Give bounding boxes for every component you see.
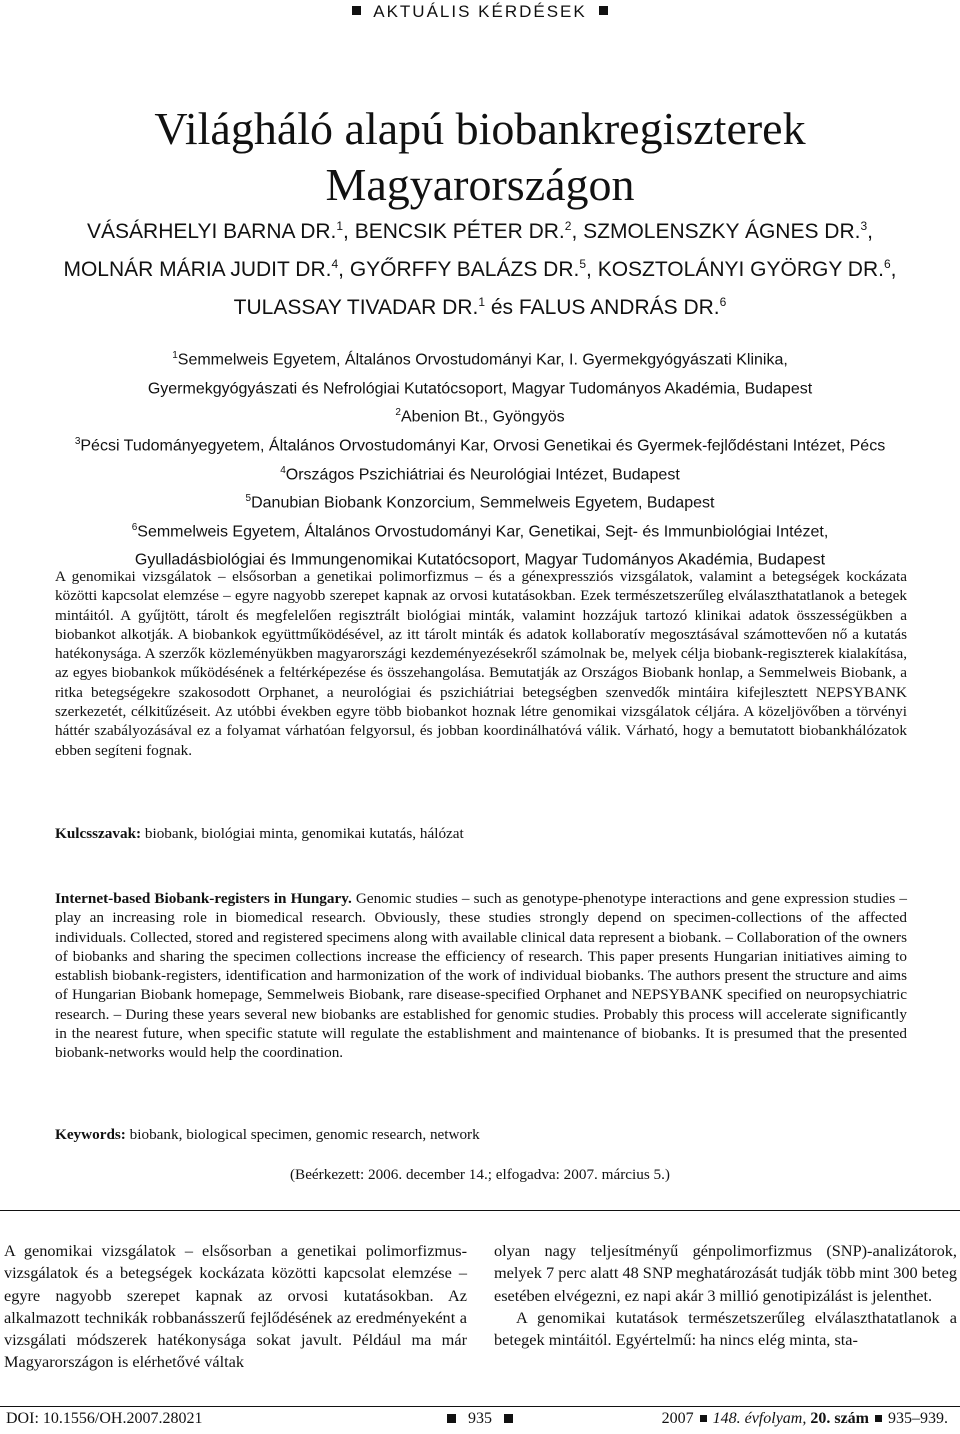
keywords-text: biobank, biological specimen, genomic research, network — [129, 1126, 480, 1143]
keywords-label: Kulcsszavak: — [55, 825, 142, 842]
affiliation-text: Semmelweis Egyetem, Általános Orvostudományi Kar, I. Gyermekgyógyászati Klinika, — [177, 351, 788, 369]
issue-info — [662, 1410, 948, 1428]
body-paragraph: A genomikai vizsgálatok – elsősorban a genetikai polimorfizmus-vizsgálatok és a betegségek kockázata közötti kapcsolat elemzése – egyre nagyobb szerepet kapnak az orvosi kutatásokban. Az alkalmazott technikák robbanásszerű fejlődésének az eredményeként a vizsgálati módszerek hatékonysága sokat javult. Például ma már Magyarországon is elérhetővé váltak — [4, 1241, 467, 1372]
author-separator: és — [485, 296, 519, 319]
keywords-text: biobank, biológiai minta, genomikai kutatás, hálózat — [144, 825, 464, 842]
issue-year: 2007 — [661, 1410, 694, 1427]
affiliation-ref: 2 — [395, 407, 401, 419]
author-separator: , — [338, 258, 350, 281]
affiliation-text: Pécsi Tudományegyetem, Általános Orvostudományi Kar, Orvosi Genetikai és Gyermek-fejlődéstani Intézet, Pécs — [80, 437, 886, 455]
author-affil-ref: 5 — [579, 257, 587, 271]
affiliation-text: Semmelweis Egyetem, Általános Orvostudományi Kar, Genetikai, Sejt- és Immunbiológiai Intézet, — [137, 523, 829, 541]
abstract-english — [55, 889, 907, 1063]
square-bullet-icon — [875, 1415, 882, 1422]
section-header — [0, 2, 960, 22]
keywords-english — [55, 1125, 907, 1144]
author-affil-ref: 6 — [883, 257, 891, 271]
affiliation-ref: 3 — [74, 435, 81, 447]
author-affil-ref: 1 — [336, 219, 344, 233]
affiliation-line — [0, 516, 960, 545]
affiliation-text: Danubian Biobank Konzorcium, Semmelweis Egyetem, Budapest — [251, 494, 715, 512]
body-column-right — [494, 1240, 957, 1351]
abstract-hungarian-text: A genomikai vizsgálatok – elsősorban a genetikai polimorfizmus – és a génexpressziós vizsgálatok, valamint a betegségek kockázata közötti kapcsolat elemzése – egyre nagyobb szerepet kapnak az orvosi kutatásokban. Ezek természetszerűleg elválaszthatatlanok a betegek mintáitól. A gyűjtött, tárolt és megfelelően regisztrált biológiai minták, valamint hozzájuk tartozó klinikai adatok összességükben a biobankot alkotják. A biobankok együttműködésével, az itt tárolt minták és adatok kollaboratív megosztásával számottevően nő a kutatás hatékonysága. A szerzők közleményükben magyarországi kezdeményezésekről számolnak be, melyek célja biobank-regiszterek kialakítása, az egyes biobankok működésének a feltérképezése és összehangolása. Bemutatják az Országos Biobank honlap, a Semmelweis Biobank, a ritka betegségekre szakosodott Orphanet, a neurológiai és pszichiátriai betegségben szenvedők mintáira kifejlesztett NEPSYBANK szerkezetét, célkitűzéseit. Az utóbbi években egyre több biobankot hoznak létre genomikai vizsgálatok céljára. A közeljövőben a törvényi háttér szabályozásával ez a folyamat várhatóan felgyorsul, és jobban koordinálhatóvá válik. Várható, hogy a bemutatott biobankhálózatok ebben segíteni fognak. — [55, 568, 907, 759]
author-name: SZMOLENSZKY ÁGNES DR. — [583, 220, 861, 243]
author-name: TULASSAY TIVADAR DR. — [233, 296, 479, 319]
affiliation-ref: 5 — [245, 493, 252, 505]
article-title — [0, 101, 960, 213]
affiliation-line — [0, 344, 960, 373]
doi: DOI: 10.1556/OH.2007.28021 — [6, 1410, 203, 1427]
affiliation-ref: 4 — [280, 464, 286, 476]
abstract-english-title: Internet-based Biobank-registers in Hungary. — [55, 890, 352, 907]
affiliation-line — [0, 373, 960, 402]
square-bullet-icon — [352, 6, 361, 15]
body-column-left — [4, 1240, 467, 1374]
divider — [0, 1406, 960, 1407]
author-affil-ref: 6 — [719, 295, 727, 309]
author-separator: , — [867, 220, 873, 243]
affiliation-line — [0, 401, 960, 430]
author-name: MOLNÁR MÁRIA JUDIT DR. — [63, 258, 332, 281]
author-name: BENCSIK PÉTER DR. — [354, 220, 565, 243]
square-bullet-icon — [599, 6, 608, 15]
affiliation-line — [0, 430, 960, 459]
author-list — [0, 210, 960, 324]
author-separator: , — [890, 258, 897, 281]
author-separator: , — [586, 258, 598, 281]
title-line-1: Világháló alapú biobankregiszterek — [154, 102, 806, 154]
author-affil-ref: 1 — [478, 295, 486, 309]
affiliation-ref: 1 — [172, 350, 178, 361]
received-dates: (Beérkezett: 2006. december 14.; elfogadva: 2007. március 5.) — [290, 1166, 670, 1183]
page-number: 935 — [468, 1410, 492, 1427]
abstract-english-text: Genomic studies – such as genotype-phenotype interactions and gene expression studies – play an increasing role in biomedical research. Obviously, these studies strongly depend on specimen-collections of the affected individuals. Collected, stored and registered specimens along with available clinical data represent a biobank. – Collaboration of the owners of biobanks and sharing the specimen collections increase the efficiency of research. This paper presents Hungarian initiatives aiming to establish biobank-registers, identification and harmonization of the work of individual biobanks. The authors present the structure and aims of Hungarian Biobank homepage, Semmelweis Biobank, rare disease-specified Orphanet and NEPSYBANK specified on neuropsychiatric research. – During these years several new biobanks are established for genomic studies. Probably this process will accelerate significantly in the nearest future, when specific statute will regulate the establishment and maintenance of biobanks. It is presumed that the presented biobank-networks would help the coordination. — [55, 890, 907, 1062]
section-label: AKTUÁLIS KÉRDÉSEK — [373, 2, 587, 21]
author-affil-ref: 3 — [860, 219, 868, 233]
affiliation-text: Gyulladásbiológiai és Immungenomikai Kutatócsoport, Magyar Tudományos Akadémia, Budapest — [134, 551, 826, 569]
issue-number: 20. szám — [810, 1410, 869, 1427]
issue-volume: 148. évfolyam, — [712, 1410, 807, 1427]
affiliation-line — [0, 459, 960, 488]
page-footer — [0, 1410, 960, 1432]
body-paragraph: olyan nagy teljesítményű génpolimorfizmus (SNP)-analizátorok, melyek 7 perc alatt 48 SNP meghatározását tudják több mint 300 beteg esetében elvégezni, ez napi akár 3 millió genotipizálást is jelenthet. — [494, 1241, 957, 1305]
author-name: GYŐRFFY BALÁZS DR. — [349, 258, 580, 281]
author-separator: , — [571, 220, 584, 243]
body-paragraph: A genomikai kutatások természetszerűleg elválaszthatatlanok a betegek mintáitól. Egyértelmű: ha nincs elég minta, sta- — [494, 1307, 957, 1350]
author-name: FALUS ANDRÁS DR. — [518, 296, 720, 319]
square-bullet-icon — [447, 1414, 456, 1423]
affiliation-list — [0, 344, 960, 573]
affiliation-ref: 6 — [131, 521, 138, 533]
affiliation-line — [0, 487, 960, 516]
square-bullet-icon — [700, 1415, 707, 1422]
affiliation-text: Országos Pszichiátriai és Neurológiai Intézet, Budapest — [285, 465, 680, 483]
author-name: KOSZTOLÁNYI GYÖRGY DR. — [597, 258, 884, 281]
affiliation-text: Gyermekgyógyászati és Nefrológiai Kutatócsoport, Magyar Tudományos Akadémia, Budapest — [147, 379, 813, 397]
author-line — [0, 210, 960, 248]
square-bullet-icon — [504, 1414, 513, 1423]
keywords-hungarian — [55, 824, 907, 843]
divider — [0, 1210, 960, 1211]
issue-pages: 935–939. — [888, 1410, 948, 1427]
author-affil-ref: 2 — [564, 219, 572, 233]
author-affil-ref: 4 — [331, 257, 339, 271]
keywords-label: Keywords: — [55, 1126, 126, 1143]
author-line — [0, 248, 960, 286]
title-line-2: Magyarországon — [325, 158, 635, 210]
author-line — [0, 286, 960, 324]
affiliation-text: Abenion Bt., Gyöngyös — [400, 408, 565, 426]
author-name: VÁSÁRHELYI BARNA DR. — [87, 220, 337, 243]
author-separator: , — [343, 220, 355, 243]
abstract-hungarian — [55, 567, 907, 760]
